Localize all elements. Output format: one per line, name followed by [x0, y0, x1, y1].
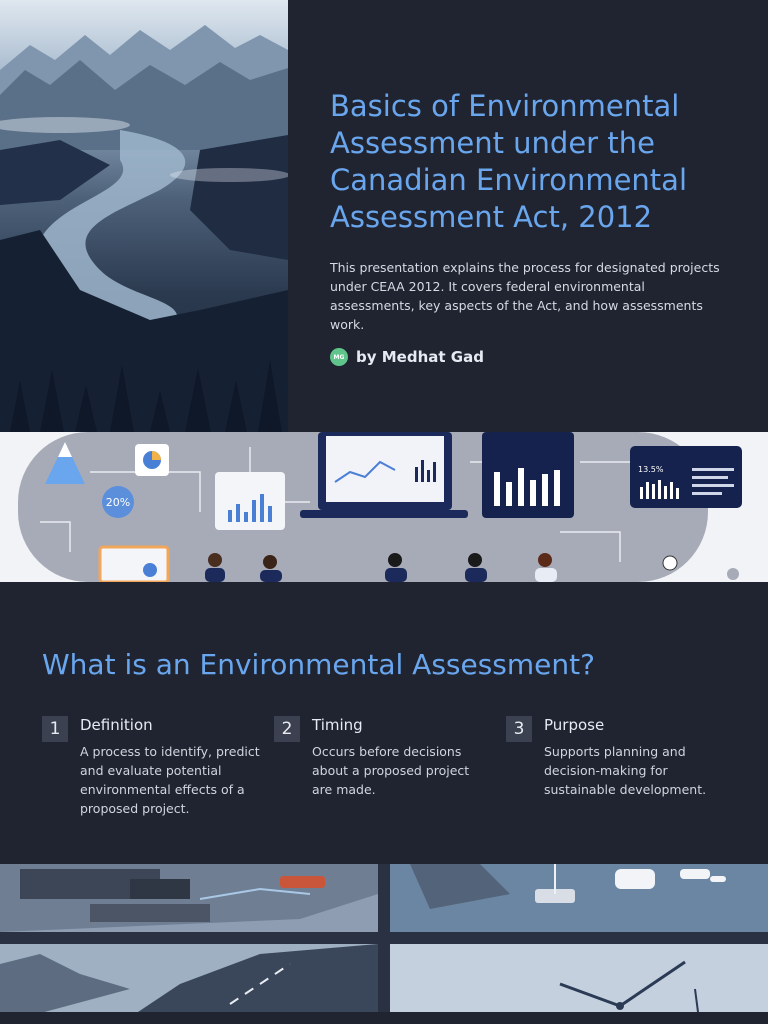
harbor-ships-image — [390, 864, 768, 932]
hero-section — [0, 0, 768, 432]
hero-subtitle: This presentation explains the process for designated projects under CEAA 2012. It covers federal environmental assessments, key aspects of the Act, and how assessments work. — [330, 260, 720, 332]
stat-percent: 20% — [105, 496, 131, 509]
step-number: 2 — [274, 716, 300, 742]
assessment-section — [0, 582, 768, 864]
feature-title: Timing — [312, 716, 363, 734]
step-number: 3 — [506, 716, 532, 742]
bottom-divider — [0, 1012, 768, 1024]
wind-turbine-image — [390, 944, 768, 1012]
feature-title: Definition — [80, 716, 153, 734]
avatar: MG — [330, 348, 348, 366]
hero-text-block — [330, 88, 730, 366]
author-line — [330, 348, 730, 366]
author-name: by Medhat Gad — [356, 348, 484, 366]
feature-item-timing — [274, 714, 506, 818]
feature-title: Purpose — [544, 716, 605, 734]
industrial-port-image — [0, 864, 378, 932]
feature-item-purpose — [506, 714, 738, 818]
feature-list — [42, 714, 738, 818]
feature-text: A process to identify, predict and evaluate potential environmental effects of a proposed project. — [80, 744, 260, 816]
stat-label: 13.5% — [638, 465, 664, 474]
feature-text: Supports planning and decision-making for sustainable development. — [544, 744, 707, 797]
dashboard-illustration — [0, 432, 768, 582]
feature-text: Occurs before decisions about a proposed project are made. — [312, 744, 470, 797]
image-gallery — [0, 864, 768, 1024]
step-number: 1 — [42, 716, 68, 742]
page-title: Basics of Environmental Assessment under the Canadian Environmental Assessment Act, 2012 — [330, 89, 688, 234]
section-title: What is an Environmental Assessment? — [42, 648, 595, 681]
hero-landscape-image — [0, 0, 288, 432]
feature-item-definition — [42, 714, 274, 818]
